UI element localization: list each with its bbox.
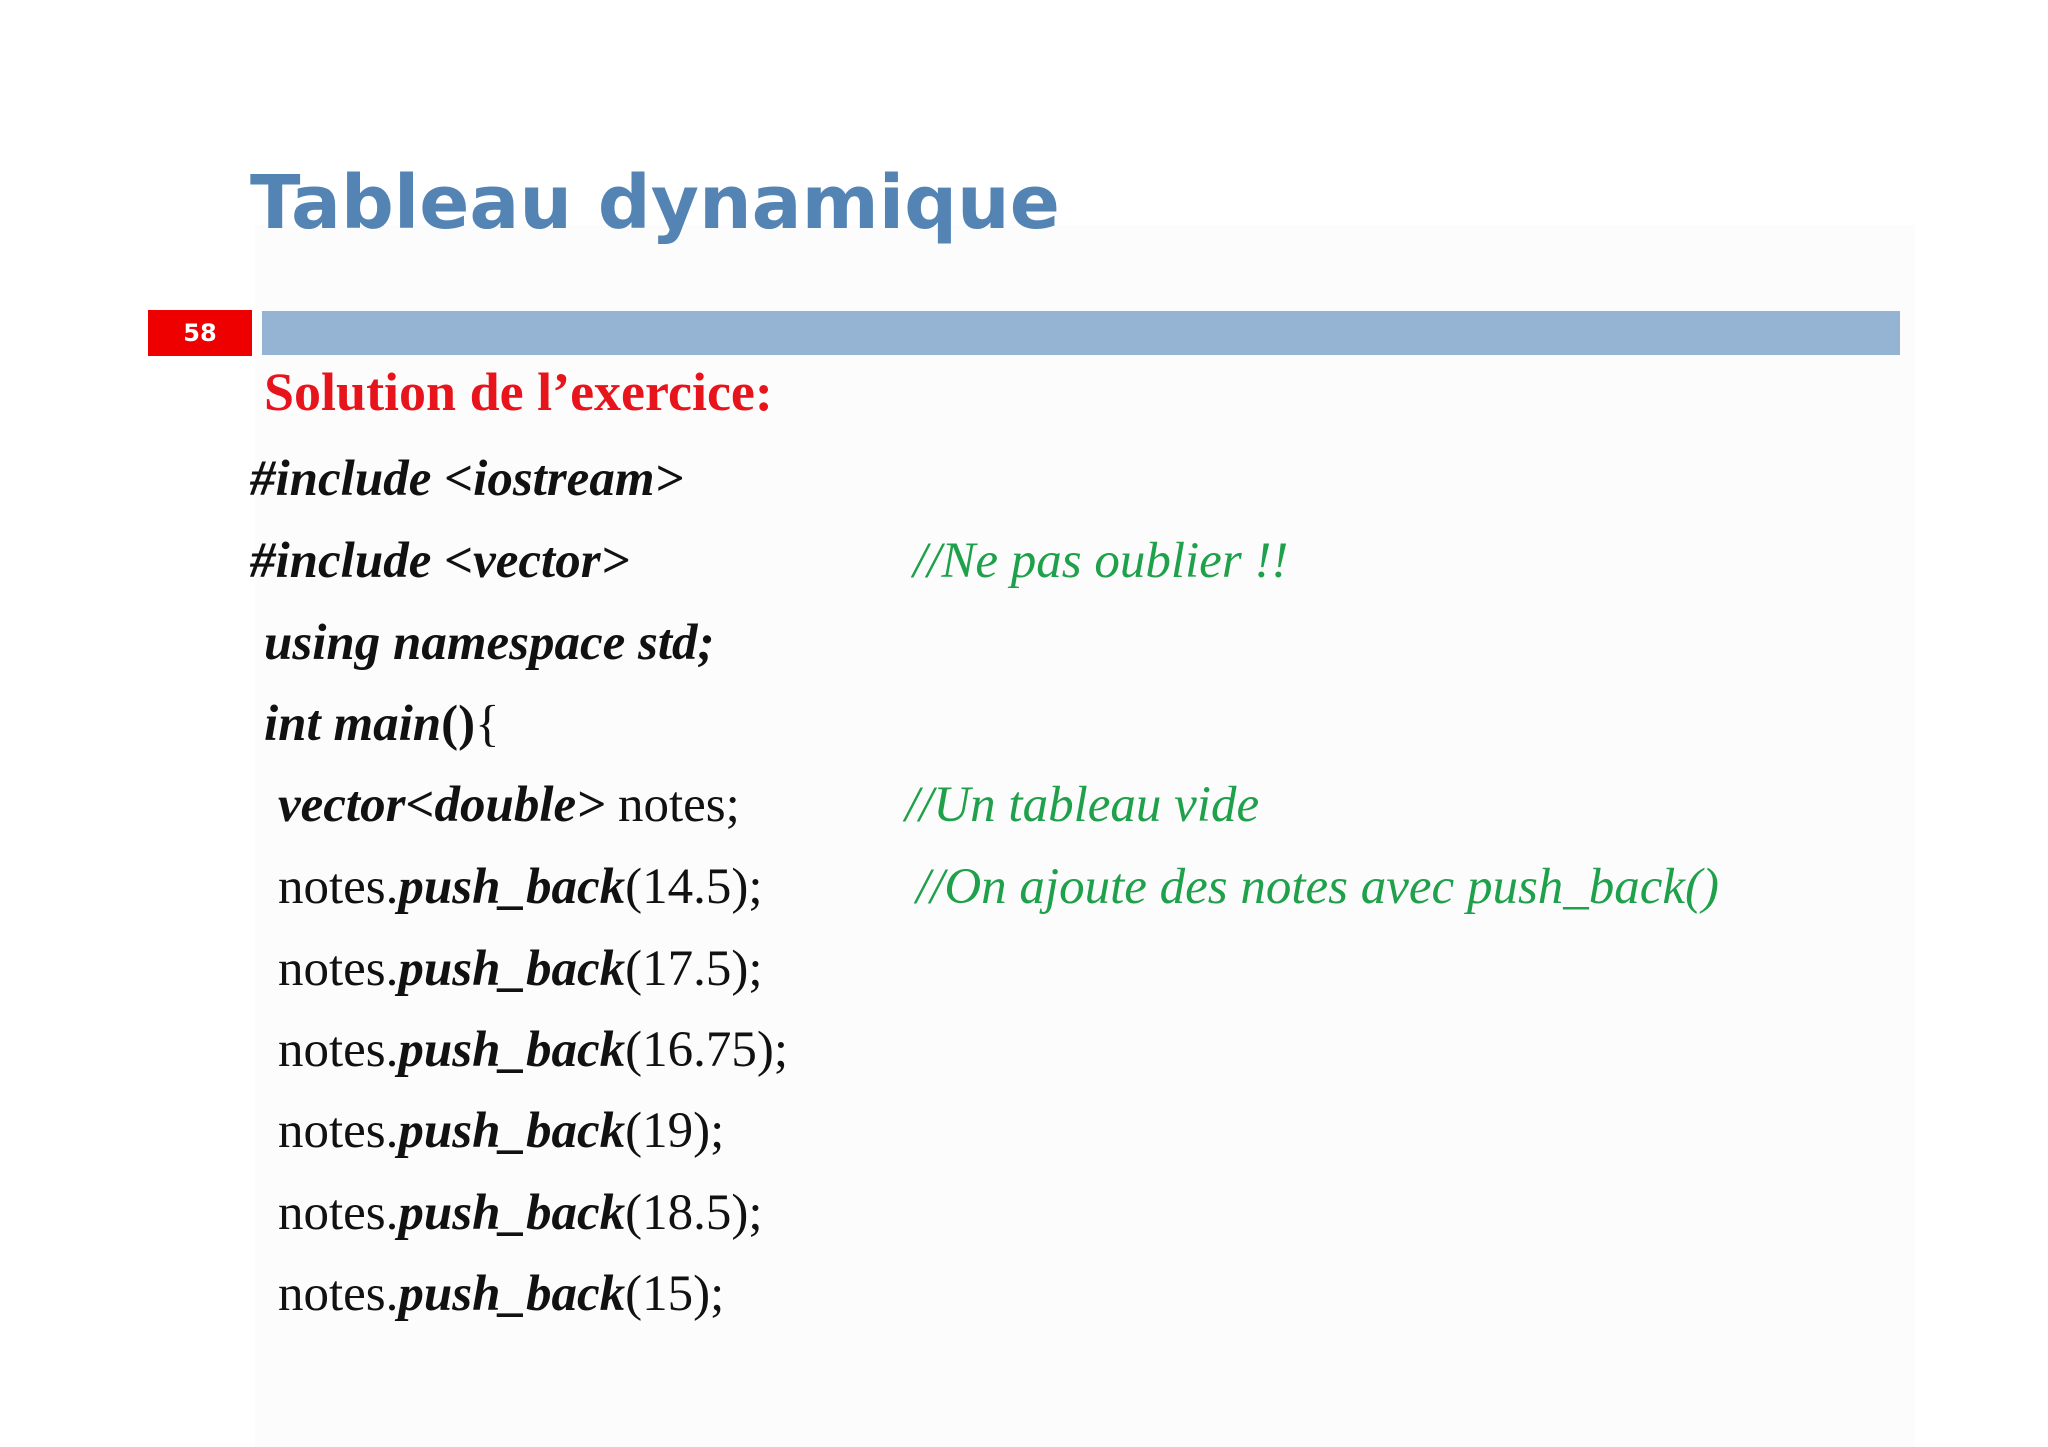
code-line-using-namespace xyxy=(264,611,715,675)
code-comment-ne-pas-oublier: //Ne pas oublier !! xyxy=(913,533,1289,589)
code-line-push-back xyxy=(278,937,763,1001)
code-object: notes. xyxy=(278,1185,399,1241)
title-divider-bar xyxy=(262,311,1900,355)
code-method: push_back xyxy=(398,941,626,997)
code-args: (18.5); xyxy=(625,1185,763,1241)
code-keyword: using namespace std; xyxy=(264,615,715,671)
code-identifier: notes; xyxy=(605,777,740,833)
code-line-push-back xyxy=(278,1018,788,1082)
page-number-badge: 58 xyxy=(148,310,252,356)
code-line-int-main xyxy=(264,692,500,756)
code-object: notes. xyxy=(278,1103,399,1159)
code-line-push-back xyxy=(278,1181,763,1245)
code-args: (15); xyxy=(625,1266,725,1322)
code-method: push_back xyxy=(398,1185,626,1241)
code-args: (16.75); xyxy=(625,1022,789,1078)
code-line-push-back xyxy=(278,1099,724,1163)
code-args: (17.5); xyxy=(625,941,763,997)
code-args: (19); xyxy=(625,1103,725,1159)
code-object: notes. xyxy=(278,859,399,915)
code-keyword: #include <iostream> xyxy=(250,451,684,507)
code-brace: { xyxy=(475,696,500,752)
slide-title: Tableau dynamique xyxy=(250,160,1060,246)
code-keyword: #include <vector> xyxy=(250,533,630,589)
code-line-include-vector xyxy=(250,529,630,593)
code-line-push-back xyxy=(278,855,763,919)
code-method: push_back xyxy=(398,859,626,915)
code-object: notes. xyxy=(278,1266,399,1322)
code-method: push_back xyxy=(398,1266,626,1322)
code-method: push_back xyxy=(398,1103,626,1159)
code-keyword: int main xyxy=(264,696,442,752)
code-comment-tableau-vide: //Un tableau vide xyxy=(905,777,1260,833)
code-line-vector-declaration xyxy=(278,773,740,837)
code-object: notes. xyxy=(278,941,399,997)
code-comment-ajoute-notes: //On ajoute des notes avec push_back() xyxy=(916,859,1720,915)
code-object: notes. xyxy=(278,1022,399,1078)
code-args: (14.5); xyxy=(625,859,763,915)
code-parens: () xyxy=(441,696,476,752)
code-keyword: vector<double> xyxy=(278,777,606,833)
code-line-push-back xyxy=(278,1262,724,1326)
code-method: push_back xyxy=(398,1022,626,1078)
code-line-include-iostream xyxy=(250,447,684,511)
section-subtitle: Solution de l’exercice: xyxy=(264,362,773,422)
